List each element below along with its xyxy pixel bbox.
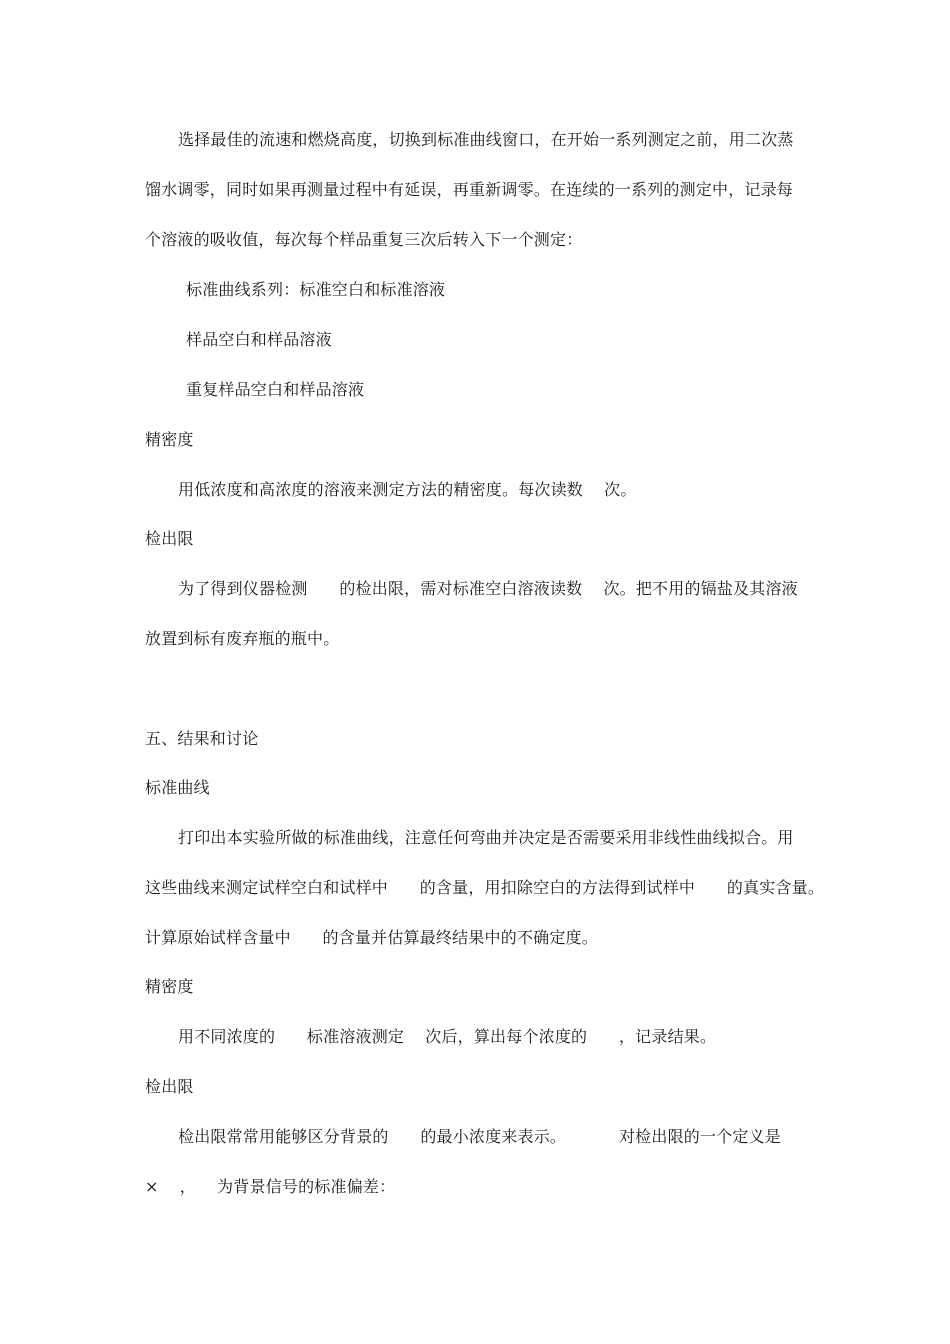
list-item-repeat-sample: 重复样品空白和样品溶液	[186, 380, 365, 399]
detection-line-1: 为了得到仪器检测 的检出限，需对标准空白溶液读数 次。把不用的镉盐及其溶液	[178, 579, 798, 598]
results-precision-text: 用不同浓度的 标准溶液测定 次后，算出每个浓度的 ，记录结果。	[178, 1027, 717, 1046]
detection-line-2: 放置到标有废弃瓶的瓶中。	[145, 629, 340, 648]
std-curve-line-3: 计算原始试样含量中 的含量并估算最终结果中的不确定度。	[145, 928, 598, 947]
std-curve-line-1: 打印出本实验所做的标准曲线，注意任何弯曲并决定是否需要采用非线性曲线拟合。用	[178, 828, 794, 847]
precision-text: 用低浓度和高浓度的溶液来测定方法的精密度。每次读数 次。	[178, 480, 637, 499]
detection-heading: 检出限	[145, 529, 194, 548]
results-detection-heading: 检出限	[145, 1077, 194, 1096]
procedure-line-3: 个溶液的吸收值，每次每个样品重复三次后转入下一个测定：	[145, 230, 583, 249]
results-detection-line-1: 检出限常常用能够区分背景的 的最小浓度来表示。 对检出限的一个定义是	[178, 1127, 781, 1146]
procedure-line-2: 馏水调零，同时如果再测量过程中有延误，再重新调零。在连续的一系列的测定中，记录每	[145, 180, 794, 199]
section-title: 五、结果和讨论	[145, 729, 259, 748]
precision-heading: 精密度	[145, 430, 194, 449]
results-precision-heading: 精密度	[145, 977, 194, 996]
results-detection-line-2: × ， 为背景信号的标准偏差：	[145, 1177, 396, 1196]
std-curve-heading: 标准曲线	[145, 778, 210, 797]
std-curve-line-2: 这些曲线来测定试样空白和试样中 的含量，用扣除空白的方法得到试样中 的真实含量。	[145, 878, 825, 897]
list-item-standard-series: 标准曲线系列：标准空白和标准溶液	[186, 280, 446, 299]
list-item-sample-blank: 样品空白和样品溶液	[186, 330, 332, 349]
procedure-line-1: 选择最佳的流速和燃烧高度，切换到标准曲线窗口，在开始一系列测定之前，用二次蒸	[178, 130, 794, 149]
